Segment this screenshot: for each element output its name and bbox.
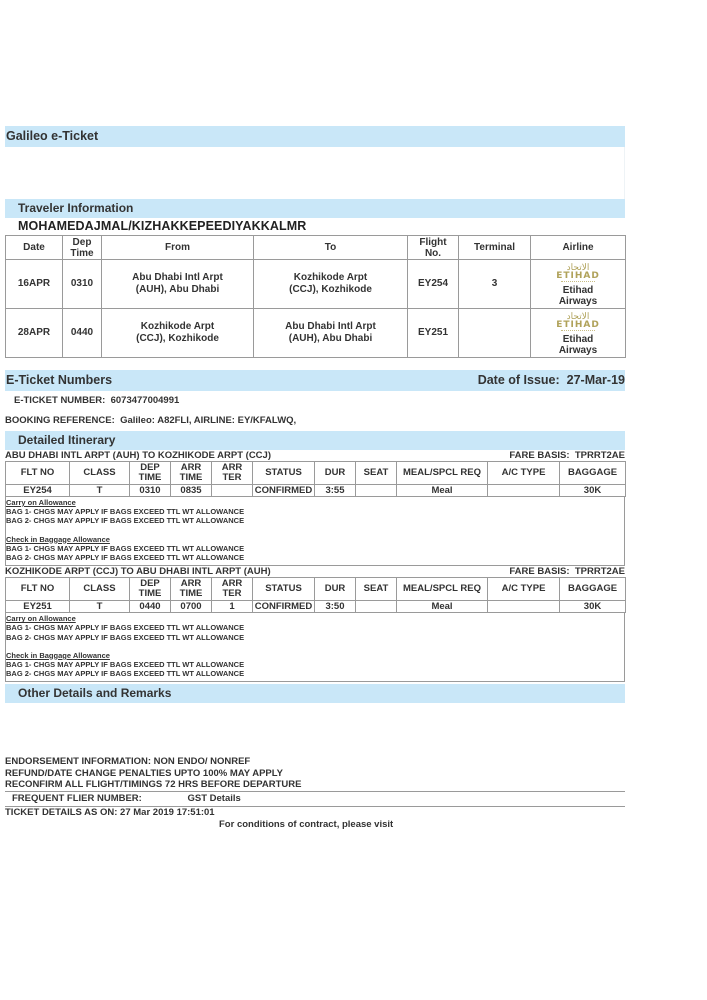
col-terminal: Terminal bbox=[459, 236, 531, 260]
col-arr-time bbox=[171, 578, 212, 601]
fare-basis-value: TPRRT2AE bbox=[574, 450, 625, 461]
carry-on-line: BAG 2- CHGS MAY APPLY IF BAGS EXCEED TTL WT ALLOWANCE bbox=[6, 632, 245, 642]
eticket-section-header bbox=[5, 370, 625, 391]
col-ac-type: A/C TYPE bbox=[488, 462, 560, 485]
checkin-line: BAG 1- CHGS MAY APPLY IF BAGS EXCEED TTL WT ALLOWANCE bbox=[6, 660, 245, 670]
traveler-section-title: Traveler Information bbox=[5, 199, 625, 218]
col-flt-no: FLT NO bbox=[6, 578, 70, 601]
col-airline: Airline bbox=[531, 236, 626, 260]
segment-route-line bbox=[5, 450, 625, 461]
logo-underline bbox=[561, 281, 595, 284]
col-baggage: BAGGAGE bbox=[560, 462, 626, 485]
col-flight-no bbox=[408, 236, 459, 260]
col-dep-time bbox=[130, 578, 171, 601]
ticket-number-line bbox=[5, 391, 625, 411]
class: T bbox=[70, 601, 130, 613]
col-dep-time-label: DEP TIME bbox=[138, 462, 162, 483]
col-class: CLASS bbox=[70, 462, 130, 485]
ticket-number: 6073477004991 bbox=[110, 395, 180, 406]
col-arr-time-label: ARR TIME bbox=[179, 462, 203, 483]
date-of-issue-value: 27-Mar-19 bbox=[566, 373, 625, 387]
col-arr-ter bbox=[212, 578, 253, 601]
col-dep-time bbox=[63, 236, 102, 260]
airline-name-1: Etihad bbox=[562, 284, 594, 296]
carry-on-title: Carry on Allowance bbox=[6, 614, 76, 624]
flt-no: EY251 bbox=[6, 601, 70, 613]
dep-time: 0310 bbox=[130, 485, 171, 497]
status: CONFIRMED bbox=[253, 485, 315, 497]
status: CONFIRMED bbox=[253, 601, 315, 613]
col-arr-ter-label: ARR TER bbox=[221, 462, 243, 483]
segment-table bbox=[5, 577, 626, 613]
arr-time: 0700 bbox=[171, 601, 212, 613]
flt-no: EY254 bbox=[6, 485, 70, 497]
col-dur: DUR bbox=[315, 578, 356, 601]
col-to: To bbox=[254, 236, 408, 260]
col-meal: MEAL/SPCL REQ bbox=[397, 578, 488, 601]
carry-on-line: BAG 2- CHGS MAY APPLY IF BAGS EXCEED TTL WT ALLOWANCE bbox=[6, 516, 245, 526]
ticket-number-label: E-TICKET NUMBER: bbox=[14, 395, 106, 406]
itinerary-segment bbox=[5, 566, 625, 682]
date: 16APR bbox=[6, 260, 63, 309]
etihad-logo-icon bbox=[533, 311, 623, 356]
dep-time: 0440 bbox=[63, 309, 102, 358]
segment-route: KOZHIKODE ARPT (CCJ) TO ABU DHABI INTL ARPT (AUH) bbox=[5, 566, 271, 578]
to bbox=[254, 260, 408, 309]
dur: 3:50 bbox=[315, 601, 356, 613]
fare-basis bbox=[509, 566, 625, 577]
dep-time: 0310 bbox=[63, 260, 102, 309]
frequent-flier-row bbox=[5, 791, 625, 807]
checkin-title: Check in Baggage Allowance bbox=[6, 534, 110, 544]
ac-type bbox=[488, 485, 560, 497]
carry-on-line: BAG 1- CHGS MAY APPLY IF BAGS EXCEED TTL WT ALLOWANCE bbox=[6, 623, 245, 633]
col-date: Date bbox=[6, 236, 63, 260]
traveler-row bbox=[6, 309, 626, 358]
dur: 3:55 bbox=[315, 485, 356, 497]
page-title: Galileo e-Ticket bbox=[5, 126, 625, 147]
from-city: (CCJ), Kozhikode bbox=[136, 333, 219, 344]
from bbox=[102, 309, 254, 358]
segment-table-header bbox=[6, 462, 626, 485]
baggage: 30K bbox=[560, 485, 626, 497]
terminal bbox=[459, 309, 531, 358]
terminal: 3 bbox=[459, 260, 531, 309]
eticket-section-title: E-Ticket Numbers bbox=[6, 373, 113, 387]
segment-row bbox=[6, 485, 626, 497]
from-city: (AUH), Abu Dhabi bbox=[135, 284, 220, 295]
flight-no: EY254 bbox=[408, 260, 459, 309]
traveler-row bbox=[6, 260, 626, 309]
date: 28APR bbox=[6, 309, 63, 358]
itinerary-section-title: Detailed Itinerary bbox=[5, 431, 625, 450]
from-airport: Abu Dhabi Intl Arpt bbox=[132, 272, 223, 283]
col-from: From bbox=[102, 236, 254, 260]
passenger-name: MOHAMEDAJMAL/KIZHAKKEPEEDIYAKKALMR bbox=[18, 219, 307, 233]
footer bbox=[5, 807, 625, 831]
class: T bbox=[70, 485, 130, 497]
to-city: (CCJ), Kozhikode bbox=[289, 284, 372, 295]
ticket-details-as-on: TICKET DETAILS AS ON: 27 Mar 2019 17:51:01 bbox=[5, 806, 215, 818]
ac-type bbox=[488, 601, 560, 613]
header-blank-area bbox=[5, 147, 625, 199]
logo-english: ETIHAD bbox=[556, 270, 600, 281]
reconfirm-line: RECONFIRM ALL FLIGHT/TIMINGS 72 HRS BEFORE DEPARTURE bbox=[5, 779, 302, 791]
col-baggage: BAGGAGE bbox=[560, 578, 626, 601]
col-status: STATUS bbox=[253, 462, 315, 485]
from bbox=[102, 260, 254, 309]
segment-table bbox=[5, 461, 626, 497]
checkin-line: BAG 2- CHGS MAY APPLY IF BAGS EXCEED TTL WT ALLOWANCE bbox=[6, 669, 245, 679]
baggage: 30K bbox=[560, 601, 626, 613]
date-of-issue-label: Date of Issue: bbox=[477, 373, 560, 387]
checkin-line: BAG 1- CHGS MAY APPLY IF BAGS EXCEED TTL WT ALLOWANCE bbox=[6, 543, 245, 553]
airline-name-2: Airways bbox=[558, 295, 598, 307]
baggage-allowance bbox=[5, 497, 625, 566]
airline-name-2: Airways bbox=[558, 344, 598, 356]
logo-arabic: الاتحاد bbox=[566, 310, 590, 321]
traveler-table bbox=[5, 235, 626, 358]
fare-basis-value: TPRRT2AE bbox=[574, 566, 625, 578]
logo-arabic: الاتحاد bbox=[566, 261, 590, 272]
col-ac-type: A/C TYPE bbox=[488, 578, 560, 601]
flight-no: EY251 bbox=[408, 309, 459, 358]
col-dep-time-label: Dep Time bbox=[70, 236, 94, 259]
to-airport: Kozhikode Arpt bbox=[293, 272, 368, 283]
date-of-issue bbox=[478, 370, 625, 391]
itinerary-segments bbox=[5, 450, 625, 682]
refund-line: REFUND/DATE CHANGE PENALTIES UPTO 100% MAY APPLY bbox=[5, 767, 284, 779]
carry-on-line: BAG 1- CHGS MAY APPLY IF BAGS EXCEED TTL WT ALLOWANCE bbox=[6, 507, 245, 517]
fare-basis-label: FARE BASIS: bbox=[509, 450, 570, 461]
to-city: (AUH), Abu Dhabi bbox=[288, 333, 373, 344]
booking-reference-label: BOOKING REFERENCE: bbox=[5, 415, 115, 426]
frequent-flier-label: FREQUENT FLIER NUMBER: bbox=[12, 792, 142, 804]
logo-english: ETIHAD bbox=[556, 319, 600, 330]
booking-reference-line bbox=[5, 411, 625, 431]
e-ticket-page bbox=[5, 126, 625, 831]
gst-details-label: GST Details bbox=[187, 792, 241, 804]
segment-row bbox=[6, 601, 626, 613]
col-seat: SEAT bbox=[356, 578, 397, 601]
col-meal: MEAL/SPCL REQ bbox=[397, 462, 488, 485]
col-dep-time bbox=[130, 462, 171, 485]
checkin-title: Check in Baggage Allowance bbox=[6, 650, 110, 660]
col-status: STATUS bbox=[253, 578, 315, 601]
fare-basis bbox=[509, 450, 625, 461]
logo-underline bbox=[561, 330, 595, 333]
airline-name-1: Etihad bbox=[562, 333, 594, 345]
traveler-table-header bbox=[6, 236, 626, 260]
to bbox=[254, 309, 408, 358]
seat bbox=[356, 485, 397, 497]
remarks-blank-area bbox=[5, 703, 625, 756]
segment-route-line bbox=[5, 566, 625, 577]
remarks-lines bbox=[5, 756, 625, 791]
col-arr-ter bbox=[212, 462, 253, 485]
baggage-allowance bbox=[5, 613, 625, 682]
col-arr-time-label: ARR TIME bbox=[179, 578, 203, 600]
col-seat: SEAT bbox=[356, 462, 397, 485]
dep-time: 0440 bbox=[130, 601, 171, 613]
eticket-body bbox=[5, 391, 625, 431]
checkin-line: BAG 2- CHGS MAY APPLY IF BAGS EXCEED TTL WT ALLOWANCE bbox=[6, 553, 245, 563]
col-flight-no-label: Flight No. bbox=[419, 236, 447, 259]
seat bbox=[356, 601, 397, 613]
col-dur: DUR bbox=[315, 462, 356, 485]
col-dep-time-label: DEP TIME bbox=[138, 578, 162, 600]
remarks-section-title: Other Details and Remarks bbox=[5, 684, 625, 703]
segment-table-header bbox=[6, 578, 626, 601]
from-airport: Kozhikode Arpt bbox=[140, 321, 215, 332]
arr-ter: 1 bbox=[212, 601, 253, 613]
arr-time: 0835 bbox=[171, 485, 212, 497]
meal: Meal bbox=[397, 601, 488, 613]
booking-reference: Galileo: A82FLI, AIRLINE: EY/KFALWQ, bbox=[120, 415, 297, 426]
conditions-of-contract: For conditions of contract, please visit bbox=[219, 818, 394, 830]
to-airport: Abu Dhabi Intl Arpt bbox=[285, 321, 376, 332]
col-class: CLASS bbox=[70, 578, 130, 601]
airline bbox=[531, 309, 626, 358]
arr-ter bbox=[212, 485, 253, 497]
airline bbox=[531, 260, 626, 309]
itinerary-segment bbox=[5, 450, 625, 566]
carry-on-title: Carry on Allowance bbox=[6, 498, 76, 507]
endorsement-line: ENDORSEMENT INFORMATION: NON ENDO/ NONREF bbox=[5, 756, 251, 768]
col-flt-no: FLT NO bbox=[6, 462, 70, 485]
fare-basis-label: FARE BASIS: bbox=[509, 566, 570, 578]
segment-route: ABU DHABI INTL ARPT (AUH) TO KOZHIKODE ARPT (CCJ) bbox=[5, 450, 271, 461]
col-arr-time bbox=[171, 462, 212, 485]
col-arr-ter-label: ARR TER bbox=[221, 578, 243, 600]
meal: Meal bbox=[397, 485, 488, 497]
etihad-logo-icon bbox=[533, 262, 623, 307]
